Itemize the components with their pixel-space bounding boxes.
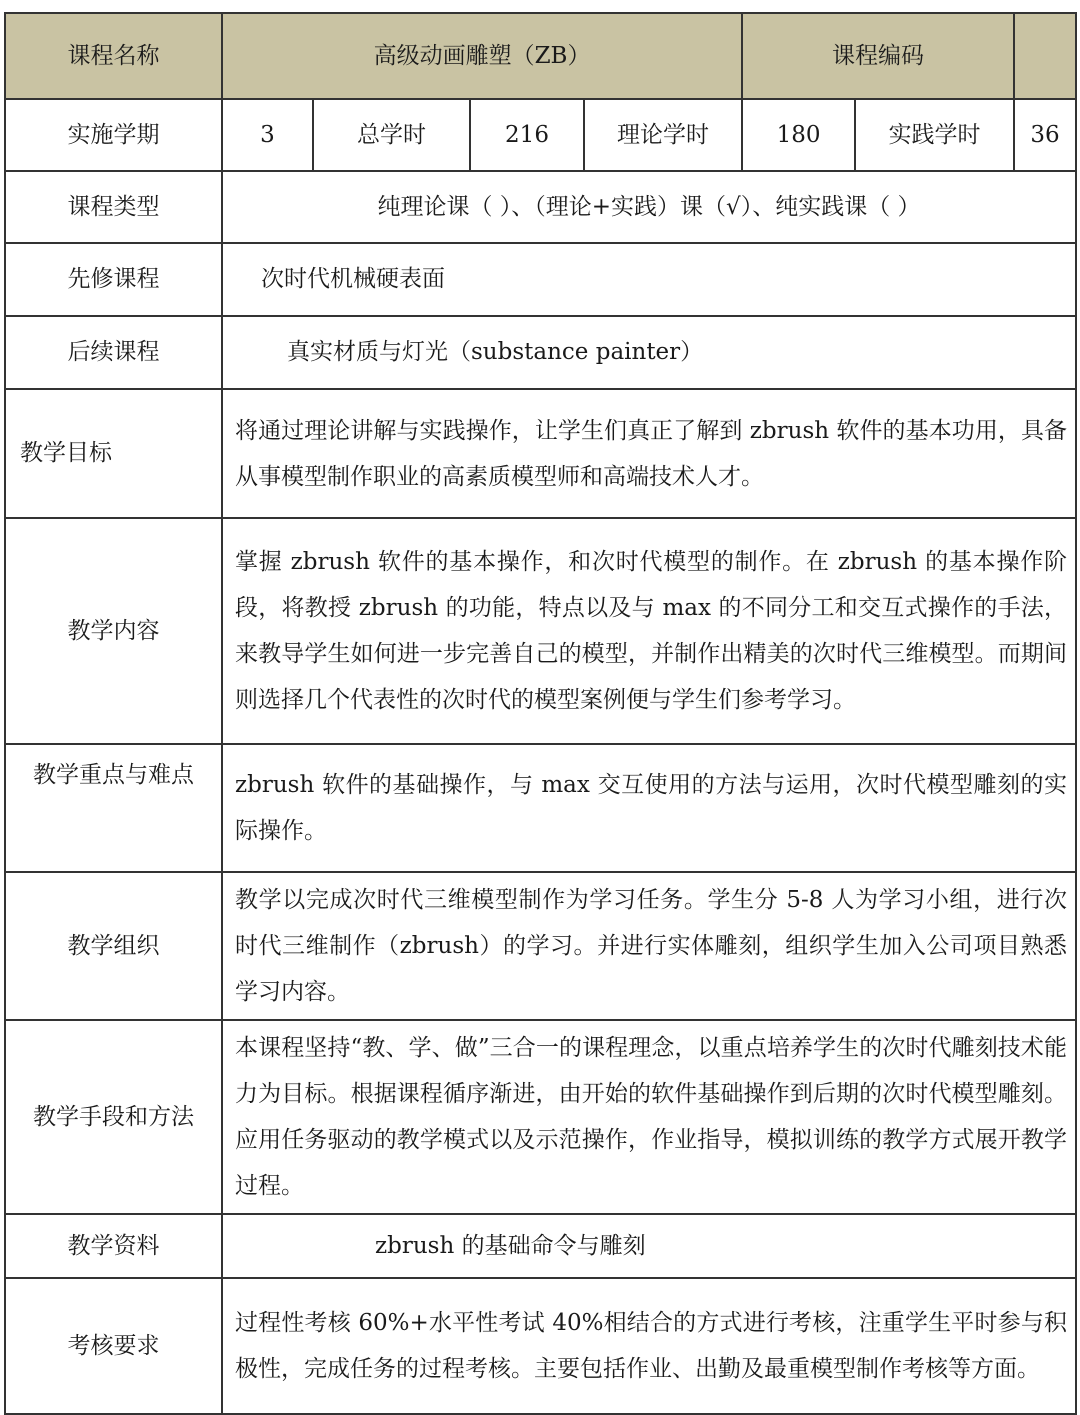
course-info-table <box>4 12 1077 1415</box>
course-name-value: 高级动画雕塑（ZB） <box>222 13 742 99</box>
materials-value: zbrush 的基础命令与雕刻 <box>222 1214 1076 1278</box>
course-code-value <box>1014 13 1076 99</box>
key-points-label: 教学重点与难点 <box>5 744 222 872</box>
theory-hours-label: 理论学时 <box>584 99 742 171</box>
table-row <box>5 744 1076 872</box>
course-type-label: 课程类型 <box>5 171 222 243</box>
assessment-value: 过程性考核 60%+水平性考试 40%相结合的方式进行考核，注重学生平时参与积极性，完成任务的过程考核。主要包括作业、出勤及最重模型制作考核等方面。 <box>222 1278 1076 1414</box>
prerequisite-value: 次时代机械硬表面 <box>222 243 1076 316</box>
course-name-label: 课程名称 <box>5 13 222 99</box>
organization-value: 教学以完成次时代三维模型制作为学习任务。学生分 5-8 人为学习小组，进行次时代三维制作（zbrush）的学习。并进行实体雕刻，组织学生加入公司项目熟悉学习内容。 <box>222 872 1076 1020</box>
header-row <box>5 13 1076 99</box>
total-hours-value: 216 <box>470 99 584 171</box>
course-code-label: 课程编码 <box>742 13 1014 99</box>
table-row <box>5 171 1076 243</box>
teaching-goal-label: 教学目标 <box>5 389 222 518</box>
materials-label: 教学资料 <box>5 1214 222 1278</box>
teaching-content-value: 掌握 zbrush 软件的基本操作，和次时代模型的制作。在 zbrush 的基本操作阶段，将教授 zbrush 的功能，特点以及与 max 的不同分工和交互式操作的手法，来教导学生如何进一步完善自己的模型，并制作出精美的次时代三维模型。而期间则选择几个代表性的次时代的模型案例便与学生们参考学习。 <box>222 518 1076 744</box>
teaching-content-label: 教学内容 <box>5 518 222 744</box>
methods-value: 本课程坚持“教、学、做”三合一的课程理念，以重点培养学生的次时代雕刻技术能力为目标。根据课程循序渐进，由开始的软件基础操作到后期的次时代模型雕刻。应用任务驱动的教学模式以及示范操作，作业指导，模拟训练的教学方式展开教学过程。 <box>222 1020 1076 1214</box>
table-row <box>5 1020 1076 1214</box>
practice-hours-label: 实践学时 <box>855 99 1014 171</box>
followup-label: 后续课程 <box>5 316 222 389</box>
table-row <box>5 1278 1076 1414</box>
semester-value: 3 <box>222 99 313 171</box>
prerequisite-label: 先修课程 <box>5 243 222 316</box>
organization-label: 教学组织 <box>5 872 222 1020</box>
table-row <box>5 243 1076 316</box>
table-row <box>5 872 1076 1020</box>
table-row <box>5 1214 1076 1278</box>
key-points-value: zbrush 软件的基础操作，与 max 交互使用的方法与运用，次时代模型雕刻的实际操作。 <box>222 744 1076 872</box>
followup-value: 真实材质与灯光（substance painter） <box>222 316 1076 389</box>
theory-hours-value: 180 <box>742 99 855 171</box>
course-type-value: 纯理论课（ ）、（理论+实践）课（√）、纯实践课（ ） <box>222 171 1076 243</box>
semester-label: 实施学期 <box>5 99 222 171</box>
total-hours-label: 总学时 <box>313 99 470 171</box>
table-row <box>5 316 1076 389</box>
table-row <box>5 389 1076 518</box>
table-row <box>5 518 1076 744</box>
assessment-label: 考核要求 <box>5 1278 222 1414</box>
semester-row <box>5 99 1076 171</box>
teaching-goal-value: 将通过理论讲解与实践操作，让学生们真正了解到 zbrush 软件的基本功用，具备从事模型制作职业的高素质模型师和高端技术人才。 <box>222 389 1076 518</box>
practice-hours-value: 36 <box>1014 99 1076 171</box>
methods-label: 教学手段和方法 <box>5 1020 222 1214</box>
